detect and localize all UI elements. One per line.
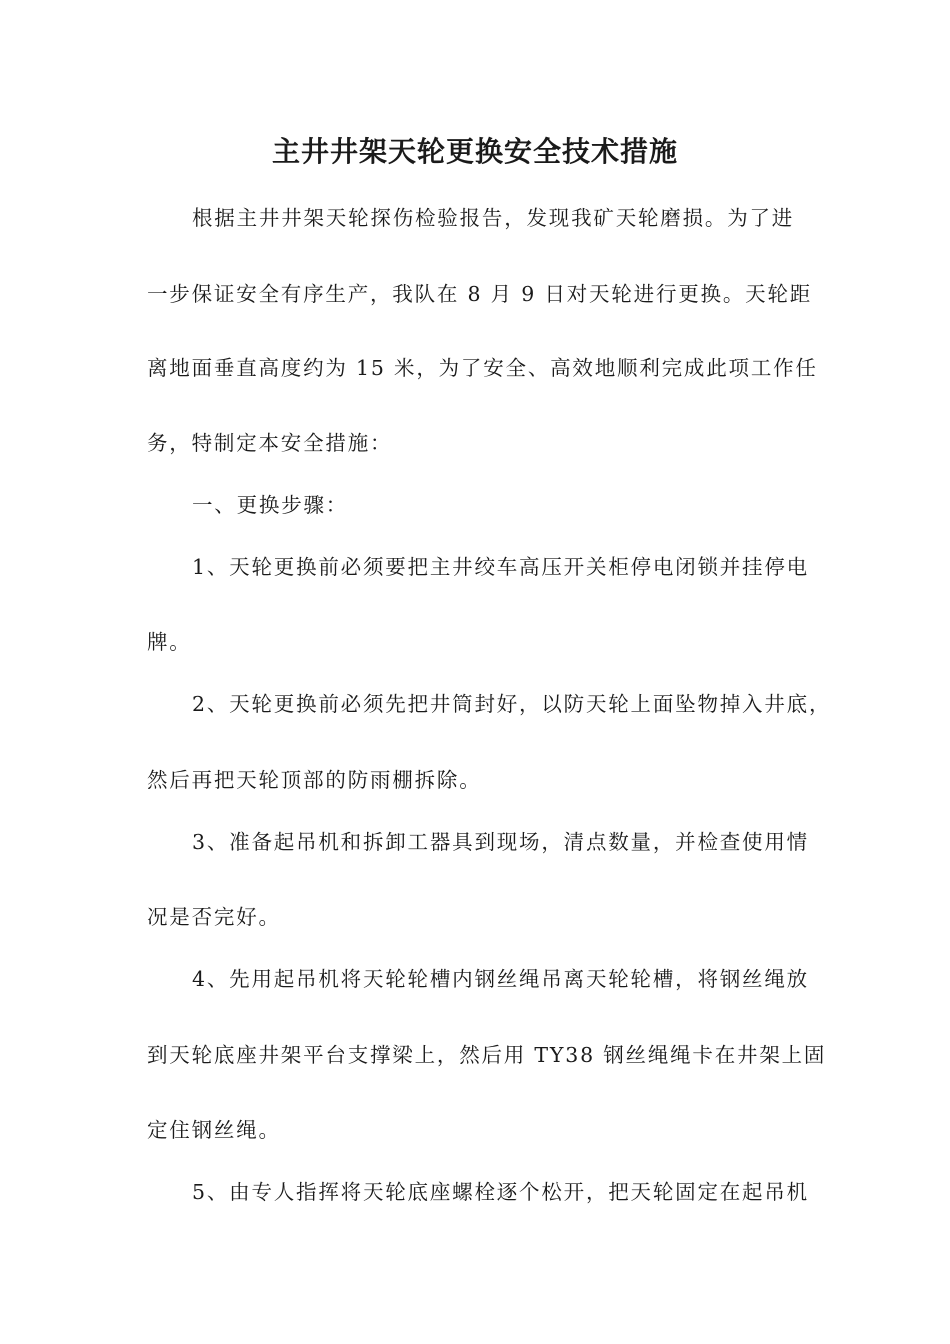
paragraph-line: 1、天轮更换前必须要把主井绞车高压开关柜停电闭锁并挂停电 (192, 555, 809, 579)
paragraph-line: 到天轮底座井架平台支撑梁上，然后用 TY38 钢丝绳绳卡在井架上固 (147, 1043, 827, 1067)
paragraph-line: 况是否完好。 (147, 905, 281, 929)
paragraph-line: 根据主井井架天轮探伤检验报告，发现我矿天轮磨损。为了进 (192, 206, 795, 230)
section-heading: 一、更换步骤： (192, 493, 349, 517)
document-title: 主井井架天轮更换安全技术措施 (271, 135, 678, 168)
paragraph-line: 牌。 (147, 630, 192, 654)
paragraph-line: 务，特制定本安全措施： (147, 431, 393, 455)
paragraph-line: 然后再把天轮顶部的防雨棚拆除。 (147, 768, 482, 792)
paragraph-line: 离地面垂直高度约为 15 米，为了安全、高效地顺利完成此项工作任 (147, 356, 818, 380)
paragraph-line: 一步保证安全有序生产，我队在 8 月 9 日对天轮进行更换。天轮距 (147, 282, 813, 306)
paragraph-line: 4、先用起吊机将天轮轮槽内钢丝绳吊离天轮轮槽，将钢丝绳放 (192, 967, 809, 991)
paragraph-line: 5、由专人指挥将天轮底座螺栓逐个松开，把天轮固定在起吊机 (192, 1180, 809, 1204)
paragraph-line: 2、天轮更换前必须先把井筒封好，以防天轮上面坠物掉入井底， (192, 692, 832, 716)
paragraph-line: 定住钢丝绳。 (147, 1118, 281, 1142)
paragraph-line: 3、准备起吊机和拆卸工器具到现场，清点数量，并检查使用情 (192, 830, 809, 854)
